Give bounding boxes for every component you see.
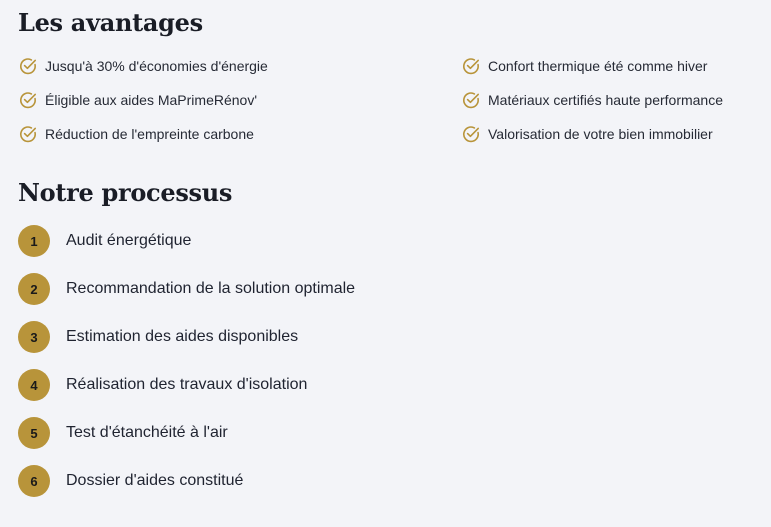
check-circle-icon <box>461 124 481 144</box>
check-circle-icon <box>18 124 38 144</box>
advantage-label: Valorisation de votre bien immobilier <box>488 126 713 142</box>
process-step <box>18 465 243 497</box>
process-step <box>18 369 307 401</box>
advantage-item <box>461 54 707 78</box>
step-label: Dossier d'aides constitué <box>66 472 244 489</box>
step-label: Audit énergétique <box>66 232 192 249</box>
advantage-item <box>18 122 254 146</box>
process-title: Notre processus <box>18 178 233 207</box>
process-step <box>18 417 228 449</box>
check-circle-icon <box>18 90 38 110</box>
step-number-badge: 1 <box>18 225 50 257</box>
advantage-item <box>461 122 713 146</box>
check-circle-icon <box>18 56 38 76</box>
step-number-badge: 4 <box>18 369 50 401</box>
step-number-badge: 3 <box>18 321 50 353</box>
step-number-badge: 6 <box>18 465 50 497</box>
advantage-item <box>461 88 723 112</box>
step-label: Recommandation de la solution optimale <box>66 280 356 297</box>
advantage-item <box>18 54 268 78</box>
step-label: Réalisation des travaux d'isolation <box>66 376 308 393</box>
process-step <box>18 273 355 305</box>
advantage-item <box>18 88 257 112</box>
advantage-label: Réduction de l'empreinte carbone <box>45 126 254 142</box>
process-step <box>18 321 298 353</box>
advantage-label: Matériaux certifiés haute performance <box>488 92 723 108</box>
step-label: Test d'étanchéité à l'air <box>66 424 228 441</box>
step-number-badge: 2 <box>18 273 50 305</box>
advantage-label: Jusqu'à 30% d'économies d'énergie <box>45 58 268 74</box>
process-step <box>18 225 191 257</box>
advantage-label: Confort thermique été comme hiver <box>488 58 708 74</box>
advantage-label: Éligible aux aides MaPrimeRénov' <box>45 92 257 108</box>
step-number-badge: 5 <box>18 417 50 449</box>
check-circle-icon <box>461 90 481 110</box>
step-label: Estimation des aides disponibles <box>66 328 299 345</box>
check-circle-icon <box>461 56 481 76</box>
advantages-title: Les avantages <box>18 8 203 37</box>
